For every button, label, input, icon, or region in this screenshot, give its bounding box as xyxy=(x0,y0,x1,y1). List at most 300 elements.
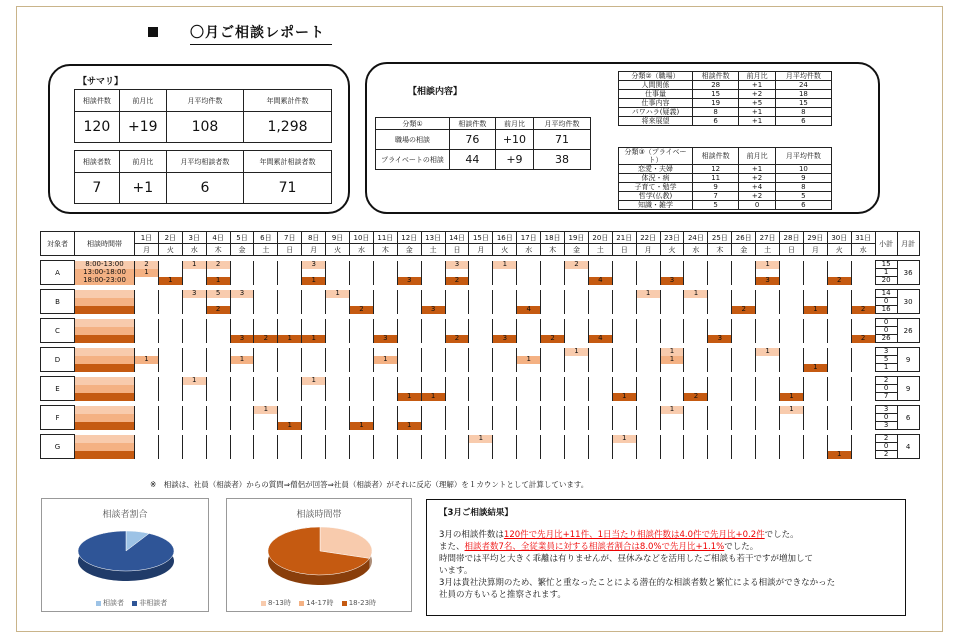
day-cell xyxy=(469,443,493,451)
day-cell xyxy=(732,269,756,277)
day-cell xyxy=(350,319,374,327)
day-cell xyxy=(612,290,636,298)
content-cell: +2 xyxy=(739,192,776,201)
day-cell xyxy=(660,261,684,269)
day-cell xyxy=(517,277,541,285)
day-cell xyxy=(421,443,445,451)
day-cell: 2 xyxy=(851,306,875,314)
day-cell xyxy=(803,422,827,430)
day-cell xyxy=(254,269,278,277)
day-cell xyxy=(612,261,636,269)
monthly-total: 36 xyxy=(897,261,919,285)
day-cell xyxy=(278,261,302,269)
content-cell: 仕事量 xyxy=(619,90,693,99)
content-cell: 10 xyxy=(775,165,831,174)
day-cell xyxy=(660,327,684,335)
day-cell xyxy=(612,269,636,277)
day-cell xyxy=(684,335,708,343)
day-cell xyxy=(445,435,469,443)
day-cell xyxy=(230,414,254,422)
day-cell xyxy=(803,377,827,385)
day-cell xyxy=(827,327,851,335)
timeslot-cell xyxy=(75,364,135,372)
day-cell xyxy=(756,335,780,343)
chart-title: 相談時間帯 xyxy=(296,510,342,520)
day-cell xyxy=(278,290,302,298)
day-cell xyxy=(565,451,589,459)
day-cell xyxy=(326,443,350,451)
day-cell xyxy=(230,269,254,277)
day-cell xyxy=(588,385,612,393)
weekday-header: 水 xyxy=(350,244,374,256)
day-cell xyxy=(612,377,636,385)
day-cell xyxy=(469,306,493,314)
day-cell xyxy=(684,443,708,451)
day-cell xyxy=(732,393,756,401)
day-cell xyxy=(660,414,684,422)
day-cell xyxy=(445,406,469,414)
day-cell xyxy=(588,435,612,443)
content-cell: 71 xyxy=(534,130,591,150)
day-header: 28日 xyxy=(780,232,804,244)
day-cell xyxy=(302,348,326,356)
monthly-total: 6 xyxy=(897,406,919,430)
day-header: 7日 xyxy=(278,232,302,244)
day-cell xyxy=(421,335,445,343)
day-cell xyxy=(397,261,421,269)
day-cell: 2 xyxy=(135,261,159,269)
day-cell xyxy=(565,298,589,306)
day-cell: 1 xyxy=(350,422,374,430)
content-cell: 6 xyxy=(775,117,831,126)
day-cell xyxy=(588,393,612,401)
day-cell xyxy=(684,319,708,327)
day-cell xyxy=(469,356,493,364)
day-cell xyxy=(636,451,660,459)
day-cell xyxy=(660,335,684,343)
content-header: 月平均件数 xyxy=(775,148,831,165)
timeslot-cell: 13:00-18:00 xyxy=(75,269,135,277)
day-cell xyxy=(445,451,469,459)
day-cell: 1 xyxy=(397,393,421,401)
day-cell xyxy=(445,319,469,327)
day-cell xyxy=(780,298,804,306)
day-cell xyxy=(780,364,804,372)
weekday-header: 日 xyxy=(445,244,469,256)
legend-label: 18-23時 xyxy=(348,599,377,607)
day-cell xyxy=(373,298,397,306)
day-cell xyxy=(326,393,350,401)
day-cell xyxy=(756,327,780,335)
day-cell xyxy=(373,451,397,459)
col-header-subtotal: 小計 xyxy=(875,232,897,256)
day-cell xyxy=(708,261,732,269)
day-cell xyxy=(254,348,278,356)
day-cell xyxy=(445,414,469,422)
day-cell xyxy=(158,377,182,385)
day-cell xyxy=(780,261,804,269)
day-cell xyxy=(612,406,636,414)
day-cell xyxy=(565,406,589,414)
day-cell xyxy=(541,319,565,327)
result-line: 社員の方もいると推察されます。 xyxy=(439,590,566,600)
day-cell xyxy=(254,290,278,298)
day-cell xyxy=(493,306,517,314)
day-cell xyxy=(206,335,230,343)
day-cell xyxy=(851,377,875,385)
day-cell xyxy=(851,443,875,451)
legend-label: 非相談者 xyxy=(139,599,168,607)
content-cell: 11 xyxy=(693,174,739,183)
day-cell xyxy=(684,298,708,306)
day-cell xyxy=(206,443,230,451)
timeslot-cell xyxy=(75,443,135,451)
day-cell xyxy=(851,356,875,364)
content-cell: 哲学(仏教) xyxy=(619,192,693,201)
day-cell xyxy=(708,385,732,393)
legend-swatch xyxy=(132,601,137,606)
day-cell: 3 xyxy=(445,261,469,269)
day-cell xyxy=(636,364,660,372)
day-cell xyxy=(350,393,374,401)
summary-header: 相談者数 xyxy=(75,151,120,173)
day-header: 27日 xyxy=(756,232,780,244)
content-table-3 xyxy=(618,147,832,210)
monthly-total: 26 xyxy=(897,319,919,343)
day-cell: 5 xyxy=(206,290,230,298)
day-cell xyxy=(636,393,660,401)
day-cell xyxy=(660,306,684,314)
day-cell xyxy=(158,385,182,393)
weekday-header: 火 xyxy=(493,244,517,256)
day-cell xyxy=(851,414,875,422)
day-cell xyxy=(756,364,780,372)
title-bullet xyxy=(148,27,158,37)
day-cell xyxy=(230,443,254,451)
day-cell xyxy=(421,364,445,372)
day-cell: 4 xyxy=(588,277,612,285)
day-cell xyxy=(612,327,636,335)
day-cell xyxy=(206,348,230,356)
content-cell: +1 xyxy=(739,81,776,90)
day-cell xyxy=(636,356,660,364)
day-cell xyxy=(158,414,182,422)
day-cell xyxy=(158,435,182,443)
day-cell xyxy=(851,364,875,372)
day-cell xyxy=(612,422,636,430)
day-cell xyxy=(493,393,517,401)
summary-header: 年間累計件数 xyxy=(244,90,332,112)
day-header: 26日 xyxy=(732,232,756,244)
day-cell xyxy=(421,269,445,277)
day-cell: 2 xyxy=(684,393,708,401)
day-cell xyxy=(851,348,875,356)
day-cell xyxy=(230,364,254,372)
day-cell xyxy=(803,348,827,356)
day-cell xyxy=(756,385,780,393)
day-cell xyxy=(326,451,350,459)
content-cell: 知識・雑学 xyxy=(619,201,693,210)
summary-header: 月平均件数 xyxy=(166,90,243,112)
day-cell xyxy=(421,348,445,356)
day-cell xyxy=(541,393,565,401)
day-cell xyxy=(780,290,804,298)
subject-name: C xyxy=(41,319,75,343)
day-cell xyxy=(541,377,565,385)
day-cell xyxy=(469,377,493,385)
day-cell xyxy=(541,306,565,314)
weekday-header: 金 xyxy=(397,244,421,256)
day-cell xyxy=(588,356,612,364)
content-cell: 28 xyxy=(693,81,739,90)
day-cell xyxy=(708,269,732,277)
weekday-header: 月 xyxy=(135,244,159,256)
day-cell xyxy=(421,356,445,364)
day-cell xyxy=(302,290,326,298)
content-cell: 9 xyxy=(693,183,739,192)
day-cell xyxy=(302,422,326,430)
day-cell xyxy=(158,364,182,372)
day-cell xyxy=(326,348,350,356)
day-cell xyxy=(827,385,851,393)
day-cell xyxy=(684,377,708,385)
content-cell: 仕事内容 xyxy=(619,99,693,108)
day-cell xyxy=(493,414,517,422)
day-cell xyxy=(158,261,182,269)
day-cell xyxy=(612,306,636,314)
day-cell xyxy=(373,422,397,430)
legend-label: 14-17時 xyxy=(306,599,334,607)
day-cell xyxy=(421,319,445,327)
day-cell xyxy=(660,377,684,385)
day-cell xyxy=(421,451,445,459)
day-cell xyxy=(397,327,421,335)
footnote: ※ 相談は、社員（相談者）からの質問⇒僧侶が回答⇒社員（相談者）がそれに反応（理解）を１カウントとして計算しています。 xyxy=(150,480,589,489)
day-cell xyxy=(827,348,851,356)
day-cell xyxy=(421,277,445,285)
weekday-header: 火 xyxy=(158,244,182,256)
day-cell xyxy=(469,277,493,285)
day-cell xyxy=(827,364,851,372)
day-cell xyxy=(421,327,445,335)
content-header: 相談件数 xyxy=(693,148,739,165)
day-cell xyxy=(469,269,493,277)
day-cell xyxy=(135,327,159,335)
day-cell xyxy=(803,319,827,327)
summary-label: 【サマリ】 xyxy=(78,77,124,87)
pie-chart-2 xyxy=(227,517,413,597)
timeslot-cell xyxy=(75,393,135,401)
day-cell xyxy=(541,356,565,364)
day-cell xyxy=(565,385,589,393)
day-cell xyxy=(278,348,302,356)
day-cell: 3 xyxy=(660,277,684,285)
day-cell xyxy=(708,422,732,430)
day-cell xyxy=(827,298,851,306)
summary-header: 前月比 xyxy=(119,90,166,112)
day-cell xyxy=(158,422,182,430)
day-cell xyxy=(493,385,517,393)
day-cell xyxy=(708,414,732,422)
day-cell xyxy=(851,393,875,401)
day-cell xyxy=(636,443,660,451)
day-cell: 1 xyxy=(158,277,182,285)
day-cell xyxy=(636,298,660,306)
day-cell xyxy=(660,422,684,430)
day-cell xyxy=(493,298,517,306)
day-cell xyxy=(827,377,851,385)
day-cell xyxy=(612,451,636,459)
day-cell xyxy=(541,443,565,451)
day-cell xyxy=(612,414,636,422)
day-cell xyxy=(254,319,278,327)
day-cell xyxy=(827,435,851,443)
day-cell xyxy=(517,364,541,372)
day-cell xyxy=(565,377,589,385)
day-cell xyxy=(541,261,565,269)
day-cell xyxy=(469,327,493,335)
subtotal-cell: 14 xyxy=(875,290,897,298)
day-cell xyxy=(732,319,756,327)
subtotal-cell: 2 xyxy=(875,435,897,443)
timeslot-cell xyxy=(75,385,135,393)
day-cell: 2 xyxy=(206,261,230,269)
day-cell xyxy=(541,348,565,356)
day-cell xyxy=(827,406,851,414)
day-cell: 1 xyxy=(278,422,302,430)
day-cell xyxy=(708,298,732,306)
content-header: 月平均件数 xyxy=(534,118,591,130)
day-cell xyxy=(517,393,541,401)
day-cell xyxy=(660,385,684,393)
day-cell xyxy=(851,277,875,285)
day-cell xyxy=(326,298,350,306)
summary-value: 108 xyxy=(166,112,243,143)
day-cell xyxy=(660,364,684,372)
day-cell xyxy=(302,385,326,393)
content-cell: 9 xyxy=(775,174,831,183)
day-cell xyxy=(851,435,875,443)
content-cell: +1 xyxy=(739,108,776,117)
day-cell xyxy=(780,356,804,364)
day-cell xyxy=(302,406,326,414)
day-cell xyxy=(373,290,397,298)
day-cell xyxy=(493,451,517,459)
day-cell xyxy=(756,319,780,327)
day-cell xyxy=(493,364,517,372)
subtotal-cell: 26 xyxy=(875,335,897,343)
day-cell xyxy=(851,290,875,298)
day-header: 9日 xyxy=(326,232,350,244)
day-cell xyxy=(254,356,278,364)
day-cell xyxy=(278,356,302,364)
day-cell xyxy=(350,406,374,414)
day-cell xyxy=(302,306,326,314)
day-cell: 1 xyxy=(469,435,493,443)
day-cell xyxy=(182,348,206,356)
day-cell xyxy=(732,327,756,335)
day-cell xyxy=(206,327,230,335)
day-cell xyxy=(517,414,541,422)
day-cell xyxy=(158,356,182,364)
day-cell xyxy=(827,422,851,430)
day-cell: 1 xyxy=(756,348,780,356)
content-cell: 24 xyxy=(775,81,831,90)
content-header: 前月比 xyxy=(739,148,776,165)
day-cell xyxy=(756,393,780,401)
day-cell xyxy=(421,435,445,443)
day-cell xyxy=(135,435,159,443)
day-cell xyxy=(803,393,827,401)
day-cell xyxy=(565,290,589,298)
day-cell xyxy=(278,298,302,306)
day-cell xyxy=(278,406,302,414)
day-cell xyxy=(278,393,302,401)
content-label: 【相談内容】 xyxy=(408,87,463,97)
day-cell xyxy=(660,393,684,401)
day-cell xyxy=(302,356,326,364)
day-cell xyxy=(135,385,159,393)
day-cell xyxy=(135,306,159,314)
weekday-header: 金 xyxy=(230,244,254,256)
content-header: 相談件数 xyxy=(450,118,496,130)
weekday-header: 水 xyxy=(182,244,206,256)
summary-table xyxy=(74,89,332,204)
day-cell xyxy=(803,335,827,343)
day-cell xyxy=(326,269,350,277)
day-cell xyxy=(158,298,182,306)
legend-swatch xyxy=(342,601,347,606)
monthly-total: 30 xyxy=(897,290,919,314)
day-cell xyxy=(350,348,374,356)
day-header: 8日 xyxy=(302,232,326,244)
day-cell xyxy=(493,406,517,414)
day-cell xyxy=(780,335,804,343)
day-cell xyxy=(182,356,206,364)
subject-name: G xyxy=(41,435,75,459)
day-cell xyxy=(636,348,660,356)
day-header: 23日 xyxy=(660,232,684,244)
day-cell: 2 xyxy=(445,335,469,343)
day-cell xyxy=(445,298,469,306)
day-cell xyxy=(493,377,517,385)
day-cell xyxy=(397,435,421,443)
day-cell: 1 xyxy=(230,356,254,364)
content-table-2 xyxy=(618,71,832,126)
day-cell xyxy=(373,277,397,285)
day-cell xyxy=(684,414,708,422)
day-cell xyxy=(469,319,493,327)
day-cell xyxy=(278,443,302,451)
day-cell xyxy=(278,277,302,285)
day-cell xyxy=(708,451,732,459)
day-cell xyxy=(517,290,541,298)
day-cell xyxy=(493,290,517,298)
timeslot-cell: 18:00-23:00 xyxy=(75,277,135,285)
weekday-header: 月 xyxy=(469,244,493,256)
day-cell xyxy=(445,422,469,430)
subtotal-cell: 20 xyxy=(875,277,897,285)
day-cell: 1 xyxy=(612,393,636,401)
day-cell xyxy=(469,364,493,372)
day-cell: 2 xyxy=(445,277,469,285)
day-cell xyxy=(206,422,230,430)
subtotal-cell: 7 xyxy=(875,393,897,401)
day-cell xyxy=(373,377,397,385)
day-cell xyxy=(517,319,541,327)
result-line: います。 xyxy=(439,566,473,576)
day-cell xyxy=(135,393,159,401)
